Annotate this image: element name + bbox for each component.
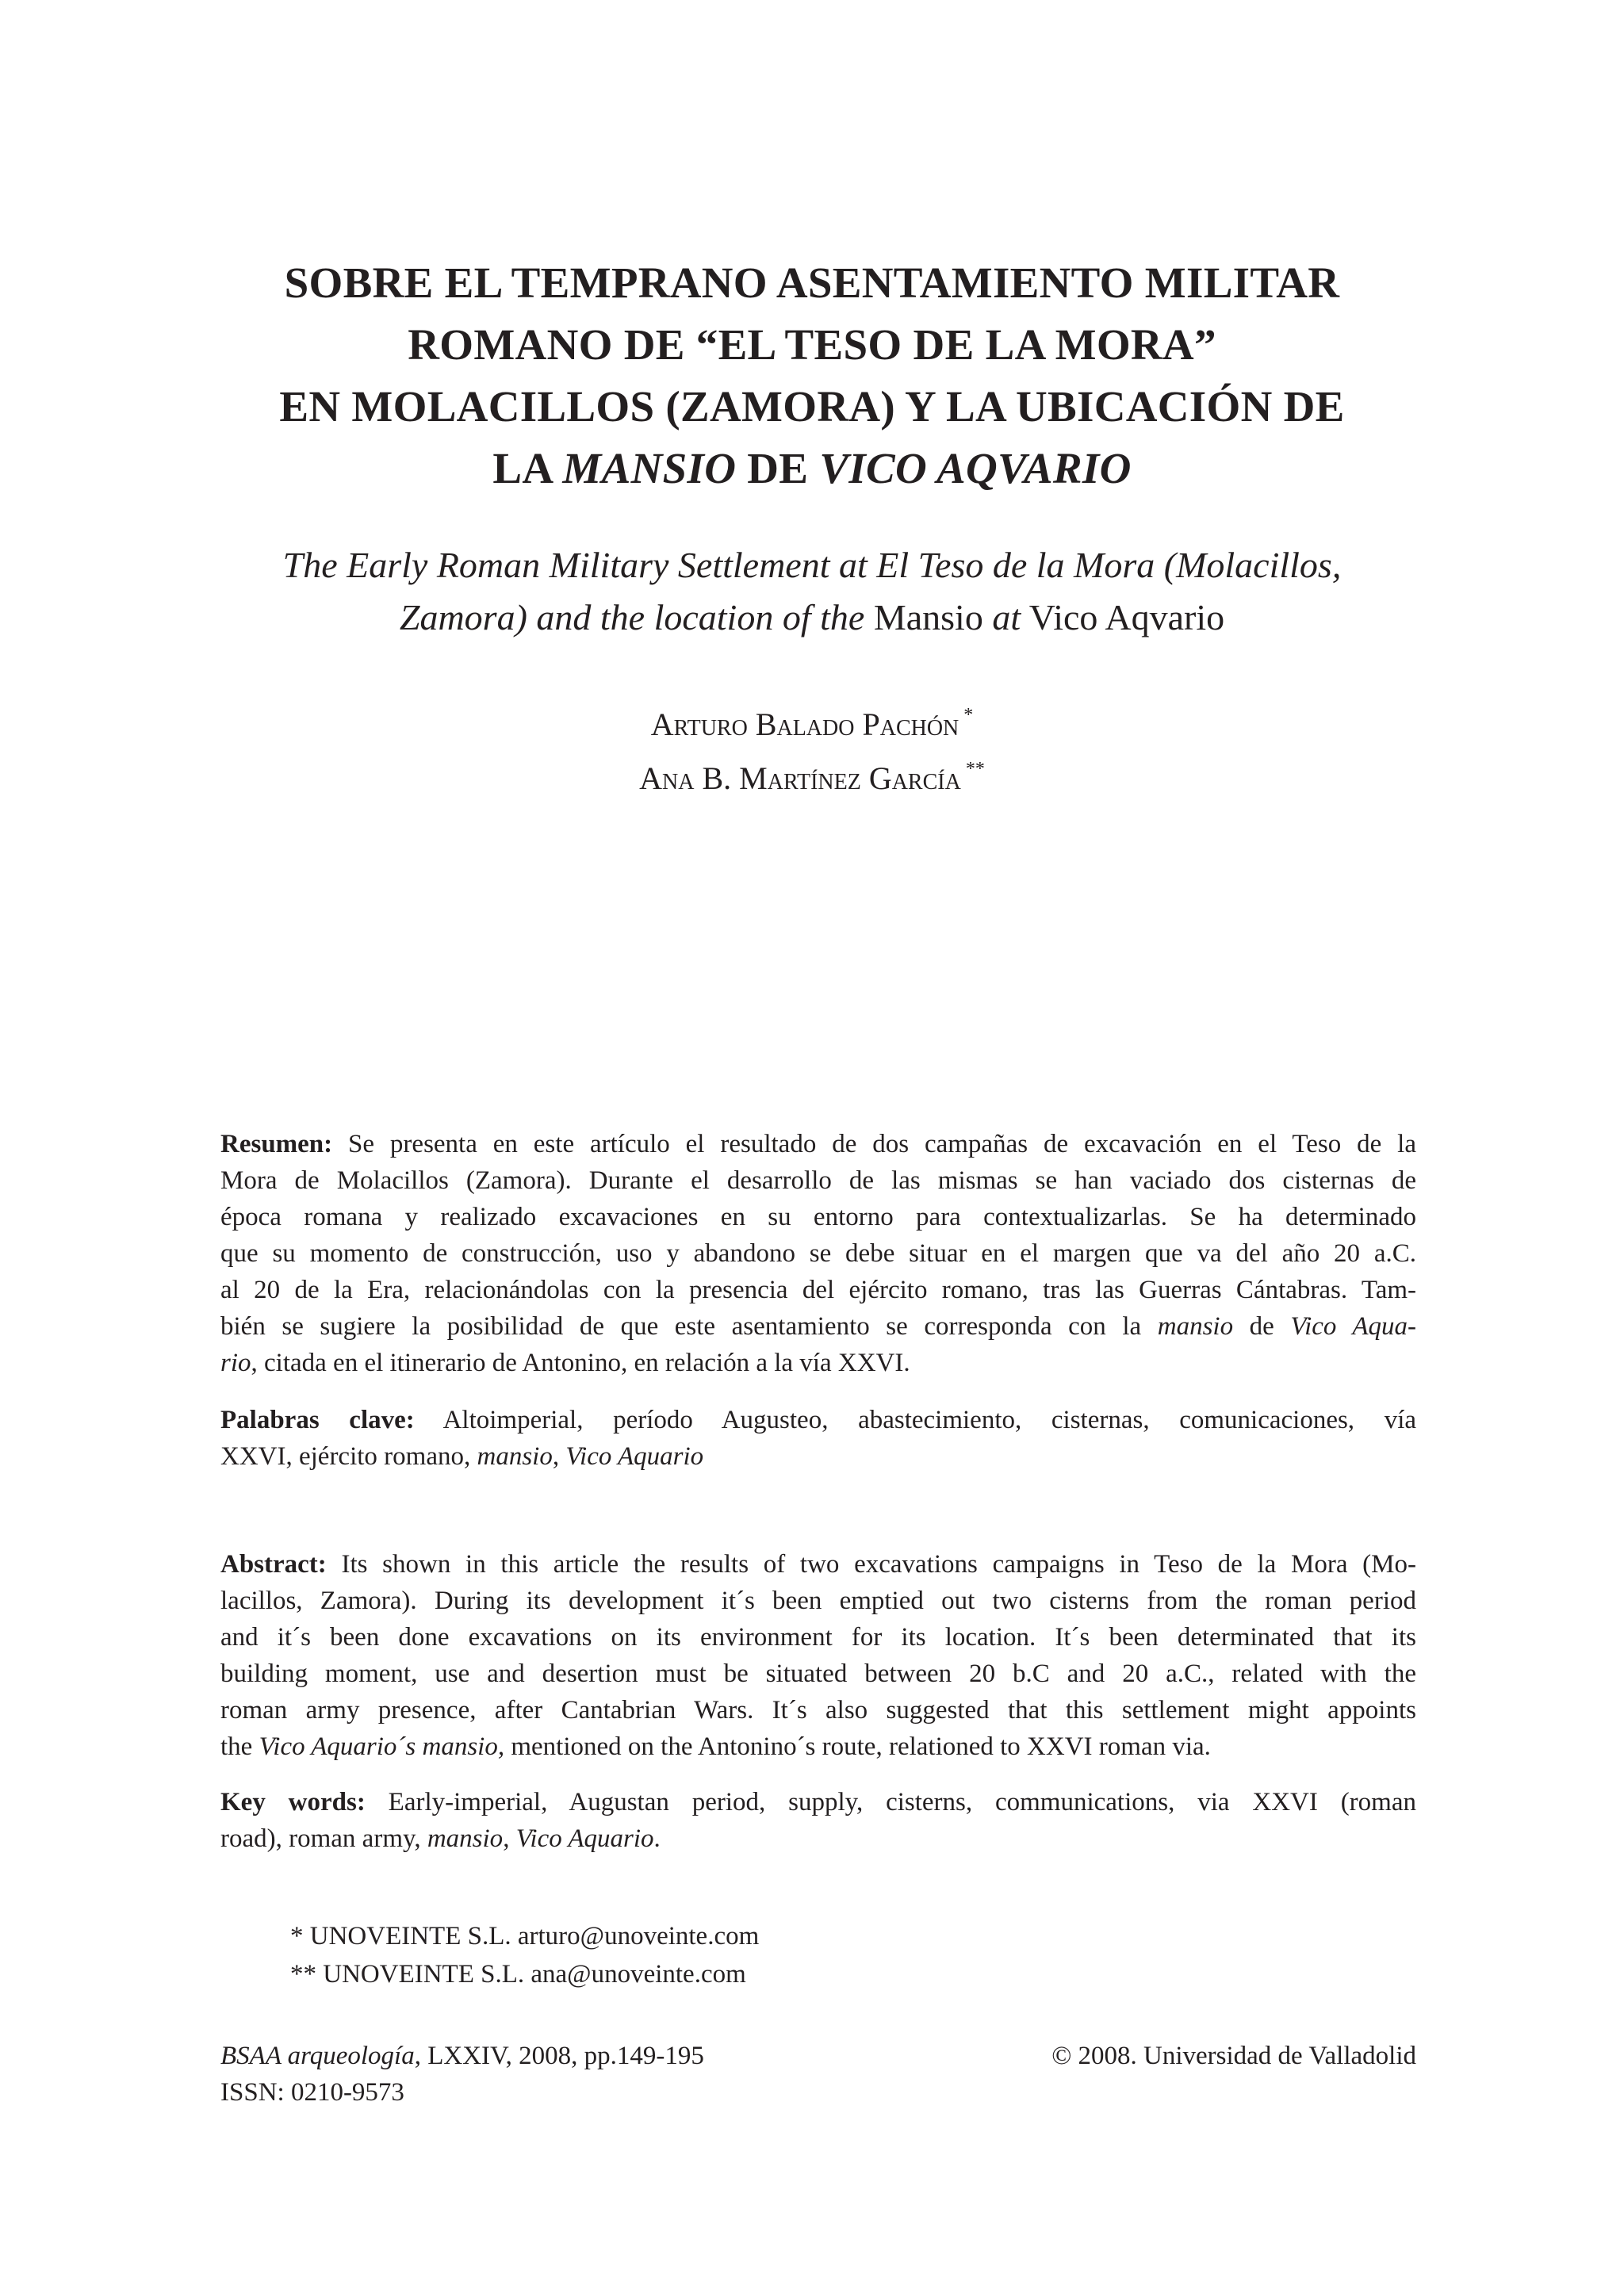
subtitle-line: Zamora) and the location of the Mansio at Vico Aqvario bbox=[399, 597, 1225, 637]
palabras-clave-paragraph: Palabras clave: Altoimperial, período Augusteo, abastecimiento, cisternas, comunicaciones, vía XXVI, ejército romano, mansio, Vico Aquario bbox=[220, 1406, 1417, 1471]
abstract-paragraph: Abstract: Its shown in this article the results of two excavations campaigns in Teso de la Mora (Mo- lacillos, Zamora). During its development it´s been emptied out two cisterns from the roman period and it´s been done excavations on its environment for its location. It´s been determinated that its building moment, use and desertion must be situated between 20 b.C and 20 a.C., related with the roman army presence, after Cantabrian Wars. It´s also suggested that this settlement might appoints the Vico Aquario´s mansio, mentioned on the Antonino´s route, relationed to XXVI roman via. bbox=[220, 1550, 1416, 1761]
resumen-paragraph: Resumen: Se presenta en este artículo el resultado de dos campañas de excavación en el Teso de la Mora de Molacillos (Zamora). Durante el desarrollo de las mismas se han vaciado dos cisternas de época romana y realizado excavaciones en su entorno para contextualizarlas. Se ha determinado que su momento de construcción, uso y abandono se debe situar en el margen que va del año 20 a.C. al 20 de la Era, relacionándolas con la presencia del ejército romano, tras las Guerras Cántabras. Tam- bién se sugiere la posibilidad de que este asentamiento se corresponda con la mansio de Vico Aqua- rio, citada en el itinerario de Antonino, en relación a la vía XXVI. bbox=[220, 1130, 1416, 1377]
english-title bbox=[174, 539, 1450, 644]
journal-name: BSAA arqueología bbox=[220, 2042, 415, 2070]
title-line: ROMANO DE “EL TESO DE LA MORA” bbox=[408, 320, 1216, 369]
author-list bbox=[317, 693, 1307, 801]
affiliation-note: ** UNOVEINTE S.L. ana@unoveinte.com bbox=[290, 1960, 746, 1989]
abstract-label: Abstract: bbox=[220, 1550, 327, 1579]
palabras-clave-label: Palabras clave: bbox=[220, 1406, 415, 1434]
key-words-label: Key words: bbox=[220, 1788, 366, 1816]
subtitle-line: The Early Roman Military Settlement at El Teso de la Mora (Molacillos, bbox=[282, 545, 1342, 585]
issn: ISSN: 0210-9573 bbox=[220, 2078, 404, 2107]
affiliation-note: * UNOVEINTE S.L. arturo@unoveinte.com bbox=[290, 1922, 760, 1950]
copyright-notice: © 2008. Universidad de Valladolid bbox=[1051, 2042, 1416, 2070]
resumen-label: Resumen: bbox=[220, 1130, 333, 1158]
author-affiliations bbox=[290, 1917, 759, 1993]
title-line: LA MANSIO DE VICO AQVARIO bbox=[492, 444, 1132, 492]
title-line: EN MOLACILLOS (ZAMORA) Y LA UBICACIÓN DE bbox=[279, 382, 1345, 431]
journal-citation: BSAA arqueología, LXXIV, 2008, pp.149-195 ISSN: 0210-9573 bbox=[220, 2038, 704, 2111]
author-name: Arturo Balado Pachón * bbox=[650, 705, 974, 742]
title-line: SOBRE EL TEMPRANO ASENTAMIENTO MILITAR bbox=[284, 258, 1340, 307]
key-words-paragraph: Key words: Early-imperial, Augustan period, supply, cisterns, communications, via XXVI (roman road), roman army, mansio, Vico Aquario. bbox=[220, 1788, 1416, 1853]
author-name: Ana B. Martínez García ** bbox=[639, 759, 985, 796]
article-title bbox=[198, 252, 1426, 500]
